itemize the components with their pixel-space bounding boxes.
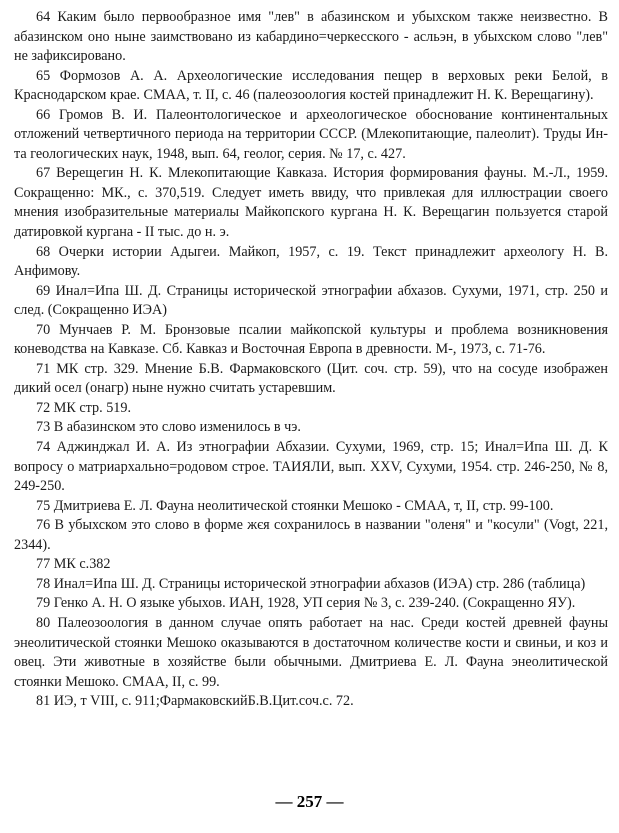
footnote-text: МК стр. 329. Мнение Б.В. Фармаковского (Цит. соч. стр. 59), что на сосуде изображен дикий осел (онагр) ныне нужно считать устаревшим.: [14, 360, 608, 397]
footnote-text: Громов В. И. Палеонтологическое и археологическое обоснование континентальных отложений четвертичного периода на территории СССР. (Млекопитающие, палеолит). Труды Ин-та геологических наук, 1948, вып. 64, геолог, серия. № 17, с. 427.: [14, 106, 609, 162]
footnote-number: 69: [36, 282, 51, 299]
footnote-text: МК с.382: [53, 556, 111, 573]
footnote-number: 64: [36, 9, 51, 25]
page-number: — 257 —: [275, 792, 344, 811]
footnote-65: [14, 67, 608, 106]
footnote-text: Аджинджал И. А. Из этнографии Абхазии. Сухуми, 1969, стр. 15; Инал=Ипа Ш. Д. К вопросу о матриархально=родовом строе. ТАИЯЛИ, вып. XXV, Сухуми, 1954. стр. 246-250, № 8, 249-250.: [14, 439, 609, 495]
footnote-text: Каким было первообразное имя "лев" в абазинском и убыхском также неизвестно. В абазинском оно ныне заимствовано из кабардино=черкесского - асльэн, в убыхском слово "лев" не зафиксировано.: [14, 9, 609, 65]
footnote-72: [14, 399, 608, 419]
footnote-text: Мунчаев Р. М. Бронзовые псалии майкопской культуры и проблема возникновения коневодства на Кавказе. Сб. Кавказ и Восточная Европа в древности. М-, 1973, с. 71-76.: [14, 321, 609, 358]
footnote-66: [14, 106, 608, 165]
footnote-number: 71: [36, 360, 51, 377]
footnote-70: [14, 321, 608, 360]
footnote-64: [14, 8, 608, 67]
footnote-number: 66: [36, 106, 51, 123]
footnote-71: [14, 360, 608, 399]
footnote-number: 78: [36, 575, 51, 592]
footnote-number: 77: [36, 556, 51, 573]
footnotes-list: [14, 8, 608, 712]
footnote-number: 67: [36, 165, 51, 182]
footnote-81: [14, 692, 608, 712]
footnote-79: [14, 594, 608, 614]
footnote-69: [14, 282, 608, 321]
footnote-number: 72: [36, 399, 51, 416]
footnote-number: 73: [36, 419, 51, 436]
footnote-number: 68: [36, 243, 51, 260]
footnote-76: [14, 516, 608, 555]
footnote-73: [14, 418, 608, 438]
footnote-number: 76: [36, 517, 51, 534]
footnote-number: 70: [36, 321, 51, 338]
footnote-number: 80: [36, 614, 51, 631]
footnote-number: 65: [36, 67, 51, 84]
footnote-74: [14, 438, 608, 497]
footnote-text: МК стр. 519.: [53, 399, 132, 416]
footnote-67: [14, 164, 608, 242]
footnote-text: Генко А. Н. О языке убыхов. ИАН, 1928, УП серия № 3, с. 239-240. (Сокращенно ЯУ).: [53, 595, 576, 612]
footnote-68: [14, 243, 608, 282]
footnote-number: 81: [36, 693, 51, 710]
document-page: [14, 8, 608, 828]
footnote-text: Инал=Ипа Ш. Д. Страницы исторической этнографии абхазов (ИЭА) стр. 286 (таблица): [53, 575, 586, 592]
footnote-text: Дмитриева Е. Л. Фауна неолитической стоянки Мешоко - СМАА, т, II, стр. 99-100.: [53, 497, 554, 514]
footnote-text: Верещегин Н. К. Млекопитающие Кавказа. История формирования фауны. М.-Л., 1959. Сокращенно: МК., с. 370,519. Следует иметь ввиду, что привлекая для иллюстрации своего мнения изобразительные материалы Майкопского кургана Н. К. Верещагин пользуется старой датировкой кургана - II тыс. до н. э.: [14, 165, 608, 241]
footnote-80: [14, 614, 608, 692]
footnote-number: 75: [36, 497, 51, 514]
footnote-text: Формозов А. А. Археологические исследования пещер в верховых реки Белой, в Краснодарском крае. СМАА, т. II, с. 46 (палеозоология костей принадлежит Н. К. Верещагину).: [14, 67, 608, 104]
footnote-78: [14, 575, 608, 595]
footnote-75: [14, 497, 608, 517]
footnote-text: Инал=Ипа Ш. Д. Страницы исторической этнографии абхазов. Сухуми, 1971, стр. 250 и след. (Сокращенно ИЭА): [14, 282, 608, 319]
footnote-text: В абазинском это слово изменилось в чэ.: [53, 419, 301, 436]
footnote-number: 79: [36, 595, 51, 612]
footnote-text: В убыхском это слово в форме жєя сохранилось в названии "оленя" и "косули" (Vogt, 221, 2344).: [14, 517, 608, 553]
footnote-text: Очерки истории Адыгеи. Майкоп, 1957, с. 19. Текст принадлежит археологу Н. В. Анфимову.: [14, 243, 608, 280]
footnote-number: 74: [36, 439, 51, 456]
footnote-text: ИЭ, т VIII, с. 911;ФармаковскийБ.В.Цит.соч.с. 72.: [53, 693, 354, 710]
footnote-77: [14, 555, 608, 575]
footnote-text: Палеозоология в данном случае опять работает на нас. Среди костей древней фауны энеолитической стоянки Мешоко оказываются в достаточном количестве кости и свиньи, и коз и овец. Эти животные в хозяйстве были обычными. Дмитриева Е. Л. Фауна энеолитической стоянки Мешоко. СМАА, II, с. 99.: [14, 614, 609, 690]
